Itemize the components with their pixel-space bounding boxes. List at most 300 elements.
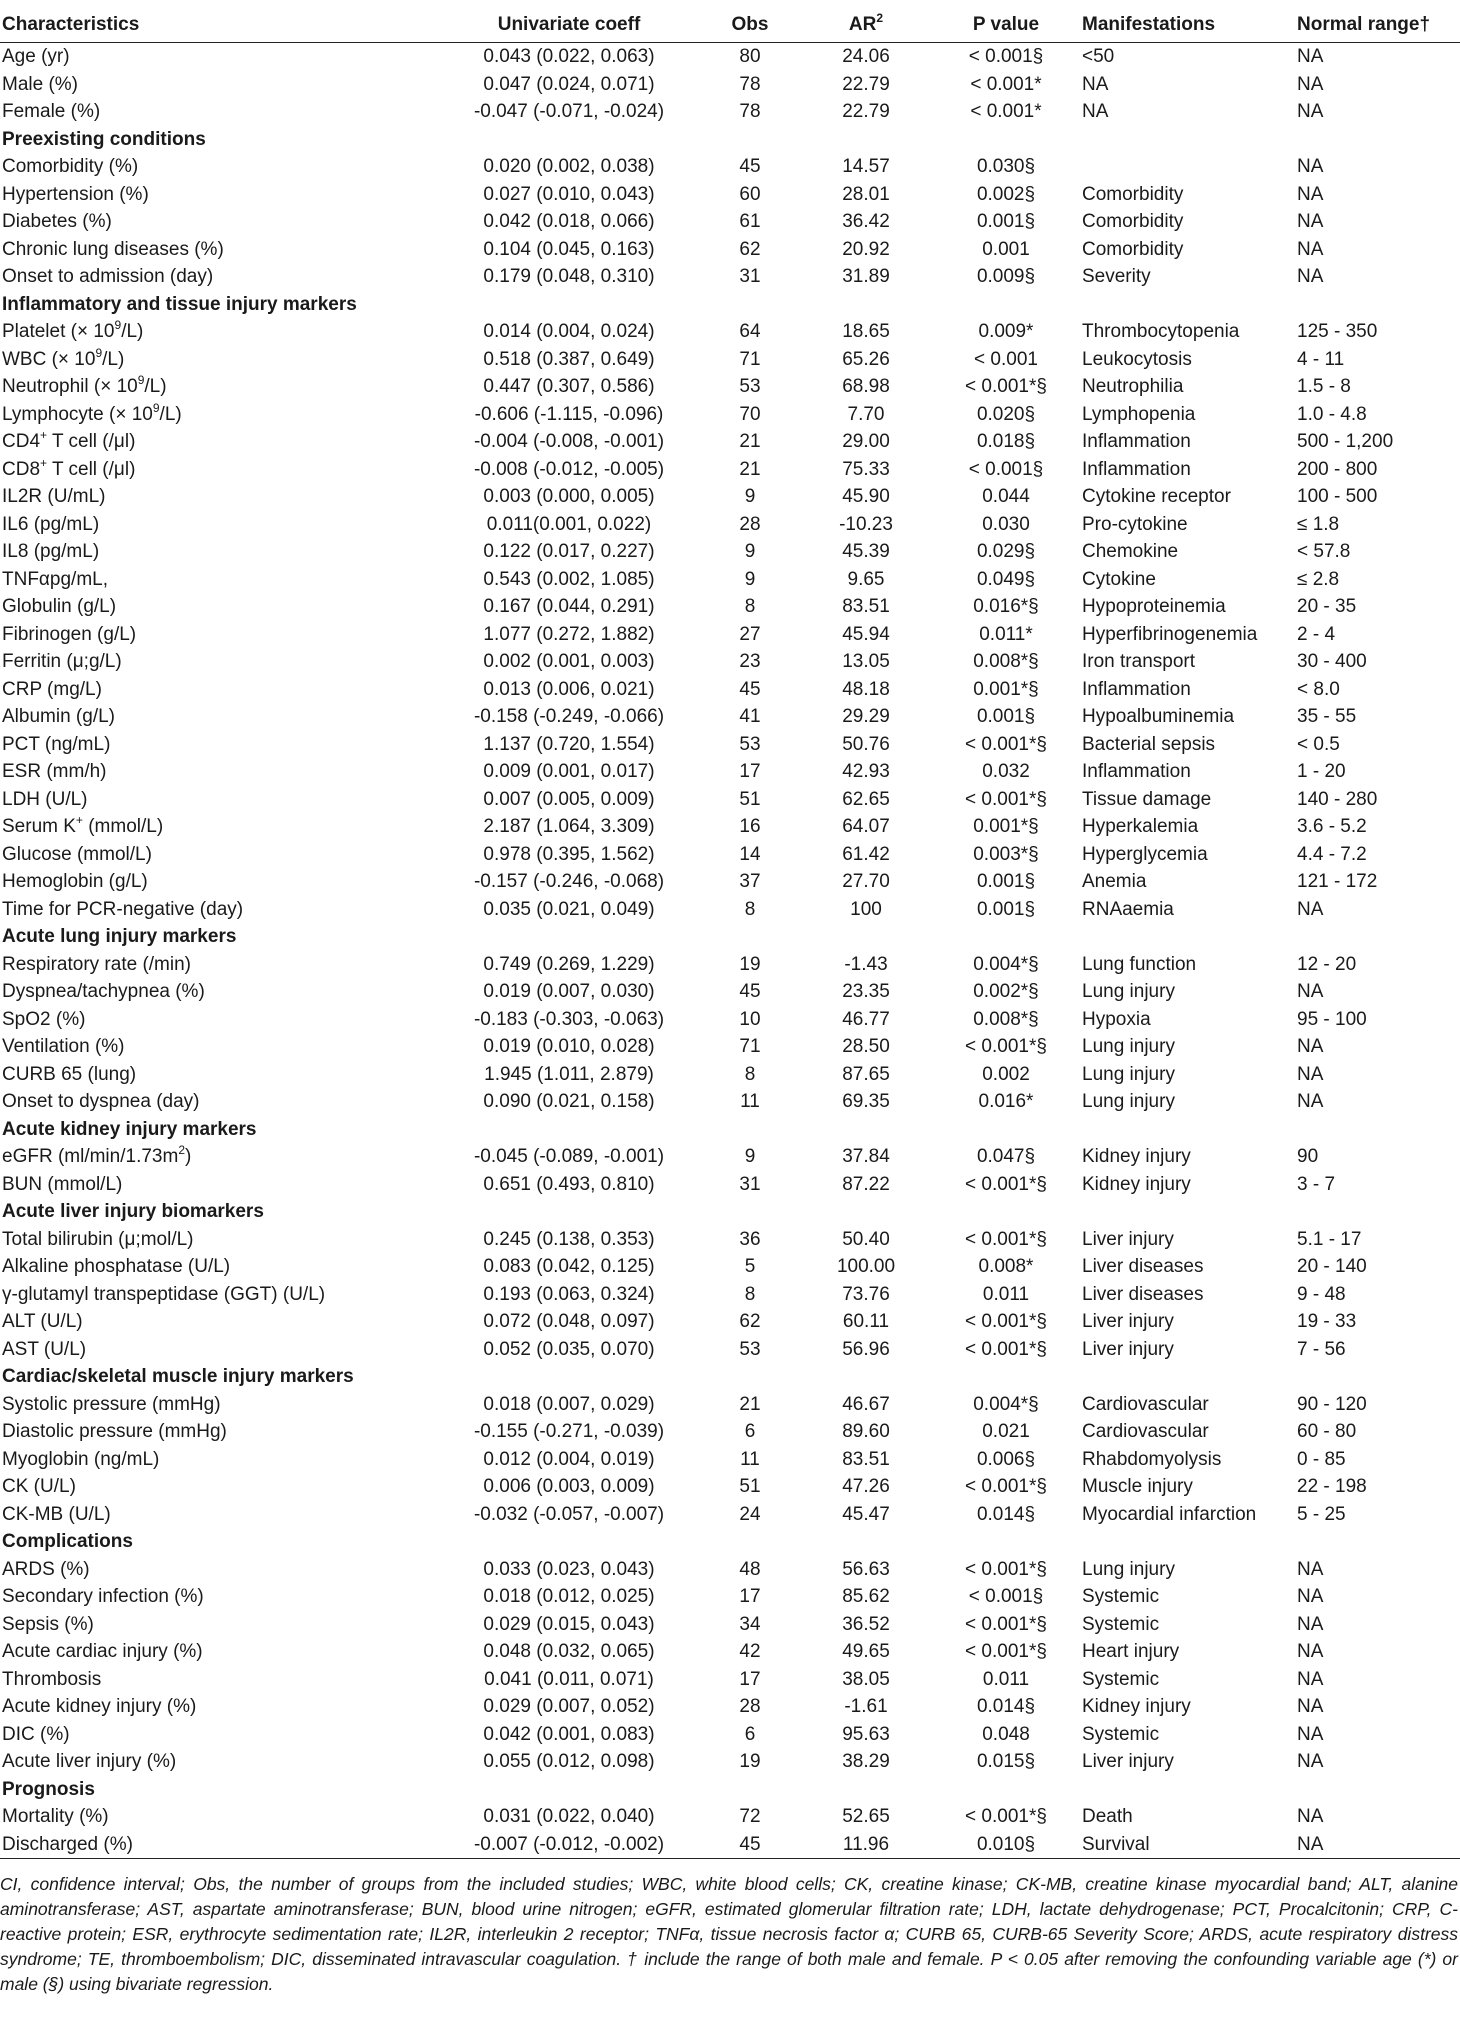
cell-univariate-coeff: 0.104 (0.045, 0.163) [483, 238, 655, 260]
cell-normal-range: NA [1297, 46, 1324, 68]
characteristic-label: Hemoglobin (g/L) [2, 871, 148, 893]
table-row [0, 1253, 1460, 1281]
cell-manifestation: Hyperglycemia [1082, 843, 1208, 865]
cell-normal-range: 5 - 25 [1297, 1503, 1346, 1525]
table-row [0, 511, 1460, 539]
cell-characteristic [0, 1556, 438, 1584]
cell-p-value: < 0.001*§ [965, 1036, 1047, 1058]
cell-characteristic [0, 181, 438, 209]
characteristic-label: DIC (%) [2, 1723, 70, 1745]
table-row [0, 1088, 1460, 1116]
cell-characteristic [0, 1446, 438, 1474]
cell-p-value: < 0.001§ [968, 1586, 1044, 1608]
cell-obs: 53 [739, 1338, 761, 1360]
cell-univariate-coeff: -0.008 (-0.012, -0.005) [473, 458, 665, 480]
cell-normal-range: ≤ 2.8 [1297, 568, 1340, 590]
cell-characteristic [0, 208, 438, 236]
cell-p-value: < 0.001*§ [965, 1476, 1047, 1498]
characteristic-label: Acute liver injury (%) [2, 1751, 177, 1773]
characteristic-superscript: 2 [178, 1143, 185, 1158]
cell-p-value: 0.048 [982, 1723, 1030, 1745]
cell-characteristic [0, 978, 438, 1006]
cell-manifestation: Lymphopenia [1082, 403, 1196, 425]
table-row [0, 1446, 1460, 1474]
characteristic-label: Diabetes (%) [2, 211, 112, 233]
characteristic-label: PCT (ng/mL) [2, 733, 111, 755]
cell-univariate-coeff: 0.009 (0.001, 0.017) [483, 761, 655, 783]
cell-univariate-coeff: 0.007 (0.005, 0.009) [483, 788, 655, 810]
cell-normal-range: NA [1297, 1641, 1324, 1663]
table-row [0, 786, 1460, 814]
cell-normal-range: 4.4 - 7.2 [1297, 843, 1367, 865]
table-row [0, 1803, 1460, 1831]
cell-ar2: 27.70 [842, 871, 890, 893]
cell-manifestation: <50 [1082, 46, 1115, 68]
cell-obs: 31 [739, 266, 761, 288]
cell-univariate-coeff: -0.157 (-0.246, -0.068) [473, 871, 665, 893]
cell-p-value: < 0.001*§ [965, 1338, 1047, 1360]
cell-normal-range: NA [1297, 1063, 1324, 1085]
cell-ar2: 20.92 [842, 238, 890, 260]
cell-characteristic [0, 1501, 438, 1529]
cell-characteristic [0, 1308, 438, 1336]
characteristic-label: ALT (U/L) [2, 1311, 83, 1333]
cell-normal-range: 22 - 198 [1297, 1476, 1367, 1498]
table-row [0, 1666, 1460, 1694]
cell-characteristic [0, 1473, 438, 1501]
cell-univariate-coeff: 0.019 (0.007, 0.030) [483, 981, 655, 1003]
cell-ar2: -1.43 [844, 953, 888, 975]
table-row [0, 703, 1460, 731]
table-row [0, 978, 1460, 1006]
cell-normal-range: NA [1297, 1036, 1324, 1058]
table-row [0, 208, 1460, 236]
cell-univariate-coeff: 0.035 (0.021, 0.049) [483, 898, 655, 920]
cell-obs: 72 [739, 1806, 761, 1828]
cell-univariate-coeff: 0.041 (0.011, 0.071) [484, 1668, 654, 1690]
cell-obs: 71 [739, 348, 761, 370]
section-title: Cardiac/skeletal muscle injury markers [2, 1366, 354, 1388]
cell-normal-range: NA [1297, 1586, 1324, 1608]
cell-ar2: 36.42 [842, 211, 890, 233]
table-row [0, 1033, 1460, 1061]
cell-characteristic [0, 71, 438, 99]
cell-obs: 8 [744, 898, 756, 920]
characteristic-label: Systolic pressure (mmHg) [2, 1393, 221, 1415]
cell-manifestation: Liver diseases [1082, 1256, 1204, 1278]
cell-manifestation: Neutrophilia [1082, 376, 1184, 398]
cell-p-value: 0.014§ [976, 1503, 1036, 1525]
cell-normal-range: NA [1297, 1806, 1324, 1828]
cell-p-value: 0.001 [982, 238, 1030, 260]
cell-characteristic [0, 373, 438, 401]
cell-normal-range: NA [1297, 1613, 1324, 1635]
cell-normal-range: NA [1297, 183, 1324, 205]
cell-obs: 28 [739, 1696, 761, 1718]
cell-p-value: < 0.001*§ [965, 1173, 1047, 1195]
cell-univariate-coeff: 0.518 (0.387, 0.649) [483, 348, 655, 370]
characteristic-label-suffix: T cell (/μl) [47, 458, 136, 480]
cell-characteristic [0, 1033, 438, 1061]
cell-obs: 45 [739, 156, 761, 178]
cell-normal-range: 95 - 100 [1297, 1008, 1367, 1030]
cell-normal-range: 125 - 350 [1297, 321, 1378, 343]
cell-normal-range: 1.5 - 8 [1297, 376, 1351, 398]
cell-ar2: 18.65 [842, 321, 890, 343]
cell-characteristic [0, 483, 438, 511]
cell-ar2: 49.65 [842, 1641, 890, 1663]
cell-p-value: 0.044 [982, 486, 1030, 508]
table-row [0, 538, 1460, 566]
cell-characteristic [0, 1226, 438, 1254]
section-title: Complications [2, 1531, 133, 1553]
cell-normal-range: 60 - 80 [1297, 1421, 1357, 1443]
cell-normal-range: 12 - 20 [1297, 953, 1357, 975]
cell-characteristic [0, 1391, 438, 1419]
characteristic-label: AST (U/L) [2, 1338, 87, 1360]
header-p-value: P value [972, 14, 1040, 35]
cell-normal-range: 500 - 1,200 [1297, 431, 1394, 453]
cell-obs: 62 [739, 1311, 761, 1333]
cell-manifestation: Anemia [1082, 871, 1147, 893]
table-row [0, 1693, 1460, 1721]
cell-obs: 53 [739, 733, 761, 755]
cell-univariate-coeff: 0.002 (0.001, 0.003) [483, 651, 655, 673]
table-row [0, 621, 1460, 649]
cell-obs: 37 [739, 871, 761, 893]
characteristic-label: Chronic lung diseases (%) [2, 238, 224, 260]
cell-obs: 45 [739, 981, 761, 1003]
cell-normal-range: 3 - 7 [1297, 1173, 1336, 1195]
characteristic-label: Mortality (%) [2, 1806, 109, 1828]
table-row [0, 43, 1460, 71]
cell-ar2: 56.63 [842, 1558, 890, 1580]
cell-normal-range: NA [1297, 1833, 1324, 1855]
table-row [0, 648, 1460, 676]
table-row [0, 456, 1460, 484]
cell-univariate-coeff: 0.447 (0.307, 0.586) [483, 376, 655, 398]
cell-univariate-coeff: 0.048 (0.032, 0.065) [483, 1641, 655, 1663]
cell-univariate-coeff: 0.033 (0.023, 0.043) [483, 1558, 655, 1580]
cell-manifestation: Kidney injury [1082, 1696, 1191, 1718]
cell-normal-range: 7 - 56 [1297, 1338, 1346, 1360]
cell-p-value: 0.001§ [976, 898, 1036, 920]
cell-univariate-coeff: 0.012 (0.004, 0.019) [483, 1448, 655, 1470]
cell-normal-range: 5.1 - 17 [1297, 1228, 1362, 1250]
cell-characteristic [0, 1583, 438, 1611]
cell-characteristic [0, 1061, 438, 1089]
characteristic-label: WBC (× 10 [2, 348, 96, 370]
table-row [0, 1336, 1460, 1364]
section-title: Acute kidney injury markers [2, 1118, 257, 1140]
cell-ar2: 47.26 [842, 1476, 890, 1498]
section-title: Acute liver injury biomarkers [2, 1201, 264, 1223]
cell-characteristic [0, 153, 438, 181]
cell-ar2: 48.18 [842, 678, 890, 700]
cell-obs: 80 [739, 46, 761, 68]
cell-univariate-coeff: 0.047 (0.024, 0.071) [483, 73, 655, 95]
cell-normal-range: NA [1297, 266, 1324, 288]
cell-characteristic [0, 538, 438, 566]
cell-characteristic [0, 456, 438, 484]
cell-p-value: < 0.001*§ [965, 376, 1047, 398]
cell-p-value: < 0.001*§ [965, 1641, 1047, 1663]
table-row [0, 483, 1460, 511]
characteristic-label: Ferritin (μ;g/L) [2, 651, 122, 673]
cell-obs: 21 [739, 1393, 761, 1415]
cell-manifestation: Comorbidity [1082, 238, 1184, 260]
cell-ar2: 52.65 [842, 1806, 890, 1828]
cell-characteristic [0, 1748, 438, 1776]
cell-ar2: 62.65 [842, 788, 890, 810]
cell-univariate-coeff: 0.006 (0.003, 0.009) [483, 1476, 655, 1498]
cell-characteristic [0, 1831, 438, 1859]
cell-univariate-coeff: 0.014 (0.004, 0.024) [483, 321, 655, 343]
table-row [0, 346, 1460, 374]
cell-normal-range: 4 - 11 [1297, 348, 1345, 370]
cell-p-value: 0.015§ [976, 1751, 1036, 1773]
cell-univariate-coeff: 0.042 (0.018, 0.066) [483, 211, 655, 233]
cell-p-value: 0.008*§ [973, 1008, 1039, 1030]
characteristic-label: Thrombosis [2, 1668, 102, 1690]
cell-characteristic [0, 758, 438, 786]
cell-normal-range: < 57.8 [1297, 541, 1351, 563]
cell-normal-range: 2 - 4 [1297, 623, 1336, 645]
cell-obs: 70 [739, 403, 761, 425]
characteristic-label: CURB 65 (lung) [2, 1063, 137, 1085]
cell-univariate-coeff: 0.018 (0.007, 0.029) [483, 1393, 655, 1415]
cell-characteristic [0, 511, 438, 539]
cell-p-value: < 0.001*§ [965, 733, 1047, 755]
cell-univariate-coeff: -0.045 (-0.089, -0.001) [473, 1146, 665, 1168]
characteristic-label: LDH (U/L) [2, 788, 88, 810]
cell-obs: 10 [739, 1008, 761, 1030]
cell-obs: 8 [744, 1063, 756, 1085]
cell-ar2: 50.76 [842, 733, 890, 755]
cell-p-value: < 0.001* [970, 73, 1042, 95]
cell-normal-range: 9 - 48 [1297, 1283, 1346, 1305]
cell-obs: 48 [739, 1558, 761, 1580]
characteristic-label: Fibrinogen (g/L) [2, 623, 137, 645]
cell-obs: 60 [739, 183, 761, 205]
cell-p-value: 0.008*§ [973, 651, 1039, 673]
cell-univariate-coeff: 0.055 (0.012, 0.098) [483, 1751, 655, 1773]
cell-ar2: 60.11 [842, 1311, 890, 1333]
cell-manifestation: Comorbidity [1082, 183, 1184, 205]
cell-obs: 11 [740, 1448, 760, 1470]
cell-characteristic [0, 1418, 438, 1446]
cell-characteristic [0, 593, 438, 621]
cell-manifestation: Lung injury [1082, 1063, 1175, 1085]
cell-ar2: 83.51 [842, 1448, 890, 1470]
cell-univariate-coeff: 0.179 (0.048, 0.310) [483, 266, 655, 288]
characteristic-label: Globulin (g/L) [2, 596, 117, 618]
cell-univariate-coeff: -0.158 (-0.249, -0.066) [473, 706, 665, 728]
cell-p-value: < 0.001*§ [965, 788, 1047, 810]
cell-characteristic [0, 951, 438, 979]
cell-univariate-coeff: 0.122 (0.017, 0.227) [483, 541, 655, 563]
cell-ar2: 83.51 [842, 596, 890, 618]
cell-manifestation [1080, 153, 1295, 181]
cell-obs: 21 [739, 431, 761, 453]
cell-univariate-coeff: 0.083 (0.042, 0.125) [483, 1256, 655, 1278]
cell-characteristic [0, 346, 438, 374]
cell-obs: 51 [739, 1476, 761, 1498]
cell-obs: 28 [739, 513, 761, 535]
characteristic-label: CRP (mg/L) [2, 678, 102, 700]
cell-manifestation: Severity [1082, 266, 1151, 288]
characteristic-label-suffix: (mmol/L) [82, 816, 164, 838]
characteristic-label: CK-MB (U/L) [2, 1503, 111, 1525]
section-header-row [0, 923, 1460, 951]
table-row [0, 1721, 1460, 1749]
table-row [0, 1831, 1460, 1859]
cell-normal-range: NA [1297, 156, 1324, 178]
cell-ar2: 46.77 [842, 1008, 890, 1030]
cell-characteristic [0, 401, 438, 429]
characteristic-label: CD4 [2, 431, 41, 453]
cell-ar2: 28.01 [842, 183, 890, 205]
cell-p-value: 0.006§ [976, 1448, 1036, 1470]
cell-ar2: 22.79 [842, 101, 890, 123]
table-row [0, 868, 1460, 896]
table-row [0, 841, 1460, 869]
cell-characteristic [0, 428, 438, 456]
table-row [0, 676, 1460, 704]
section-header-row [0, 126, 1460, 154]
cell-p-value: < 0.001 [974, 348, 1038, 370]
cell-ar2: 100 [850, 898, 882, 920]
section-title: Acute lung injury markers [2, 926, 237, 948]
cell-p-value: < 0.001§ [968, 458, 1044, 480]
cell-normal-range: NA [1297, 73, 1324, 95]
characteristic-label-suffix: /L) [144, 376, 167, 398]
section-header-row [0, 1776, 1460, 1804]
cell-obs: 51 [739, 788, 761, 810]
cell-obs: 21 [739, 458, 761, 480]
cell-univariate-coeff: 0.003 (0.000, 0.005) [483, 486, 655, 508]
cell-normal-range: NA [1297, 238, 1324, 260]
cell-manifestation: Cardiovascular [1082, 1393, 1209, 1415]
section-title: Inflammatory and tissue injury markers [2, 293, 357, 315]
cell-ar2: 29.29 [842, 706, 890, 728]
header-characteristics: Characteristics [2, 14, 140, 35]
cell-normal-range: 20 - 140 [1297, 1256, 1367, 1278]
cell-univariate-coeff: 0.245 (0.138, 0.353) [483, 1228, 655, 1250]
cell-obs: 17 [739, 1668, 761, 1690]
cell-p-value: 0.001*§ [973, 678, 1039, 700]
table-row [0, 1061, 1460, 1089]
cell-p-value: 0.020§ [976, 403, 1036, 425]
characteristic-label: γ-glutamyl transpeptidase (GGT) (U/L) [2, 1283, 326, 1305]
cell-univariate-coeff: 1.137 (0.720, 1.554) [483, 733, 655, 755]
cell-ar2: 23.35 [842, 981, 890, 1003]
table-row [0, 428, 1460, 456]
cell-ar2: 42.93 [842, 761, 890, 783]
cell-p-value: < 0.001*§ [965, 1613, 1047, 1635]
cell-characteristic [0, 1336, 438, 1364]
cell-univariate-coeff: -0.007 (-0.012, -0.002) [473, 1833, 665, 1855]
cell-manifestation: Iron transport [1082, 651, 1195, 673]
section-header-row [0, 1116, 1460, 1144]
cell-manifestation: Kidney injury [1082, 1146, 1191, 1168]
table-row [0, 896, 1460, 924]
cell-obs: 62 [739, 238, 761, 260]
cell-ar2: 89.60 [842, 1421, 890, 1443]
cell-characteristic [0, 263, 438, 291]
cell-ar2: 50.40 [842, 1228, 890, 1250]
characteristic-label: BUN (mmol/L) [2, 1173, 123, 1195]
cell-manifestation: Lung injury [1082, 981, 1175, 1003]
cell-univariate-coeff: -0.606 (-1.115, -0.096) [474, 403, 664, 425]
cell-p-value: 0.011 [982, 1668, 1030, 1690]
cell-univariate-coeff: -0.004 (-0.008, -0.001) [473, 431, 665, 453]
cell-manifestation: Rhabdomyolysis [1082, 1448, 1222, 1470]
cell-obs: 9 [744, 541, 756, 563]
characteristic-label: CK (U/L) [2, 1476, 76, 1498]
table-row [0, 153, 1460, 181]
cell-ar2: 38.05 [842, 1668, 890, 1690]
cell-characteristic [0, 566, 438, 594]
cell-characteristic [0, 703, 438, 731]
cell-manifestation: RNAaemia [1082, 898, 1174, 920]
cell-p-value: 0.032 [982, 761, 1030, 783]
cell-p-value: 0.009§ [976, 266, 1036, 288]
cell-characteristic [0, 813, 438, 841]
characteristic-label: IL6 (pg/mL) [2, 513, 100, 535]
table-row [0, 1281, 1460, 1309]
cell-normal-range: 20 - 35 [1297, 596, 1357, 618]
cell-obs: 78 [739, 73, 761, 95]
cell-obs: 19 [739, 1751, 761, 1773]
cell-obs: 5 [744, 1256, 756, 1278]
cell-normal-range: NA [1297, 1696, 1324, 1718]
characteristic-label: Hypertension (%) [2, 183, 149, 205]
cell-characteristic [0, 98, 438, 126]
characteristic-label-suffix: /L) [102, 348, 125, 370]
characteristic-label: Glucose (mmol/L) [2, 843, 152, 865]
cell-manifestation: Systemic [1082, 1723, 1160, 1745]
header-ar2 [800, 8, 930, 43]
cell-univariate-coeff: 0.019 (0.010, 0.028) [483, 1036, 655, 1058]
table-row [0, 951, 1460, 979]
cell-normal-range: 0 - 85 [1297, 1448, 1346, 1470]
table-row [0, 263, 1460, 291]
cell-characteristic [0, 1638, 438, 1666]
cell-obs: 9 [744, 486, 756, 508]
cell-characteristic [0, 1253, 438, 1281]
cell-univariate-coeff: 0.072 (0.048, 0.097) [483, 1311, 655, 1333]
characteristic-label: Platelet (× 10 [2, 321, 115, 343]
cell-manifestation: NA [1082, 73, 1109, 95]
cell-ar2: 68.98 [842, 376, 890, 398]
table-row [0, 1583, 1460, 1611]
header-obs: Obs [731, 14, 769, 35]
cell-manifestation: Cytokine [1082, 568, 1156, 590]
cell-obs: 16 [739, 816, 761, 838]
characteristic-label: IL8 (pg/mL) [2, 541, 100, 563]
characteristic-label: Dyspnea/tachypnea (%) [2, 981, 205, 1003]
table-row [0, 1501, 1460, 1529]
cell-ar2: 61.42 [842, 843, 890, 865]
cell-p-value: 0.016*§ [973, 596, 1039, 618]
cell-univariate-coeff: 0.543 (0.002, 1.085) [483, 568, 655, 590]
cell-univariate-coeff: -0.047 (-0.071, -0.024) [473, 101, 665, 123]
cell-ar2: 45.39 [842, 541, 890, 563]
table-row [0, 1226, 1460, 1254]
cell-p-value: 0.011* [979, 623, 1033, 645]
cell-obs: 53 [739, 376, 761, 398]
